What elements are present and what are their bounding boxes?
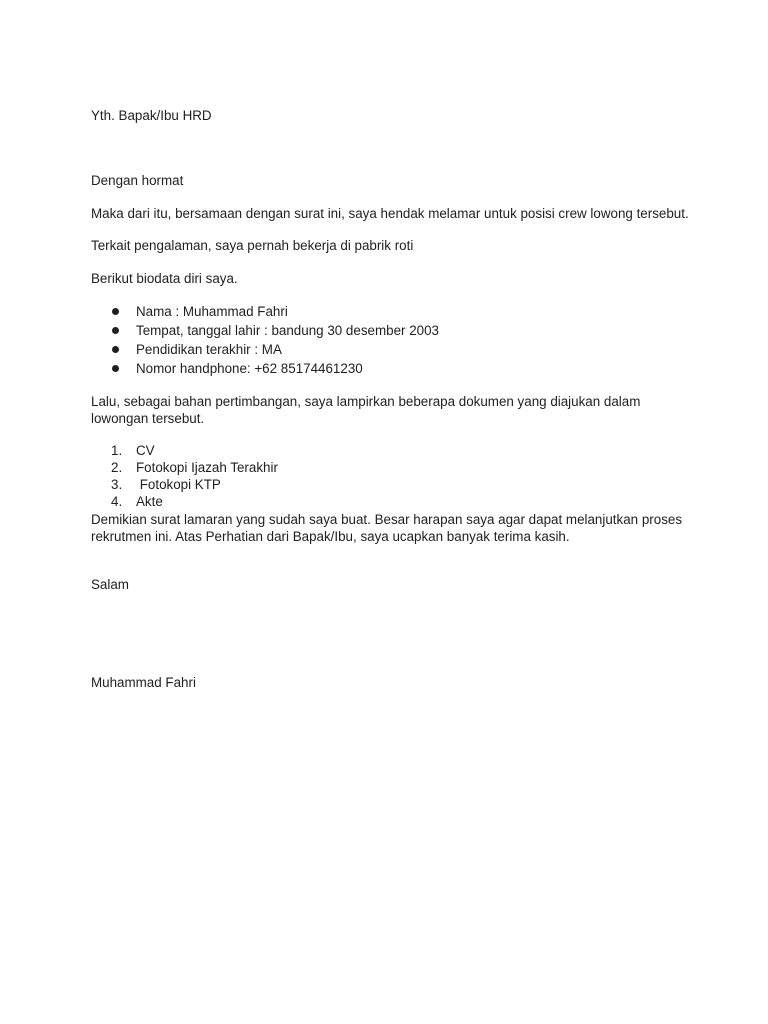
closing-paragraph: Demikian surat lamaran yang sudah saya buat. Besar harapan saya agar dapat melanjutkan proses rekrutmen ini. Atas Perhatian dari Bapak/Ibu, saya ucapkan banyak terima kasih. <box>91 512 683 544</box>
list-number: 3. <box>111 477 123 492</box>
list-number: 1. <box>111 443 123 458</box>
experience-paragraph: Terkait pengalaman, saya pernah bekerja di pabrik roti <box>91 238 414 253</box>
list-item <box>0 459 768 476</box>
list-item <box>0 303 768 320</box>
signature-name: Muhammad Fahri <box>91 675 196 690</box>
list-item <box>0 493 768 510</box>
salutation-recipient: Yth. Bapak/Ibu HRD <box>91 108 212 123</box>
documents-intro-paragraph: Lalu, sebagai bahan pertimbangan, saya lampirkan beberapa dokumen yang diajukan dalam lowongan tersebut. <box>91 394 641 426</box>
intro-paragraph: Maka dari itu, bersamaan dengan surat ini, saya hendak melamar untuk posisi crew lowong tersebut. <box>91 206 689 221</box>
biodata-name: Nama : Muhammad Fahri <box>136 304 288 319</box>
biodata-phone: Nomor handphone: +62 85174461230 <box>136 361 363 376</box>
biodata-education: Pendidikan terakhir : MA <box>136 342 282 357</box>
list-number: 2. <box>111 460 123 475</box>
greeting: Dengan hormat <box>91 173 184 188</box>
bullet-marker <box>112 365 119 372</box>
biodata-intro: Berikut biodata diri saya. <box>91 271 238 286</box>
list-item <box>0 341 768 358</box>
bullet-marker <box>112 308 119 315</box>
list-item <box>0 360 768 377</box>
sign-off: Salam <box>91 577 129 592</box>
document-item: CV <box>136 443 155 458</box>
document-item: Fotokopi Ijazah Terakhir <box>136 460 278 475</box>
list-number: 4. <box>111 494 123 509</box>
document-item: Akte <box>136 494 163 509</box>
bullet-marker <box>112 327 119 334</box>
list-item <box>0 322 768 339</box>
biodata-birth: Tempat, tanggal lahir : bandung 30 desember 2003 <box>136 323 439 338</box>
list-item <box>0 476 768 493</box>
bullet-marker <box>112 346 119 353</box>
document-item: Fotokopi KTP <box>136 477 221 492</box>
list-item <box>0 442 768 459</box>
